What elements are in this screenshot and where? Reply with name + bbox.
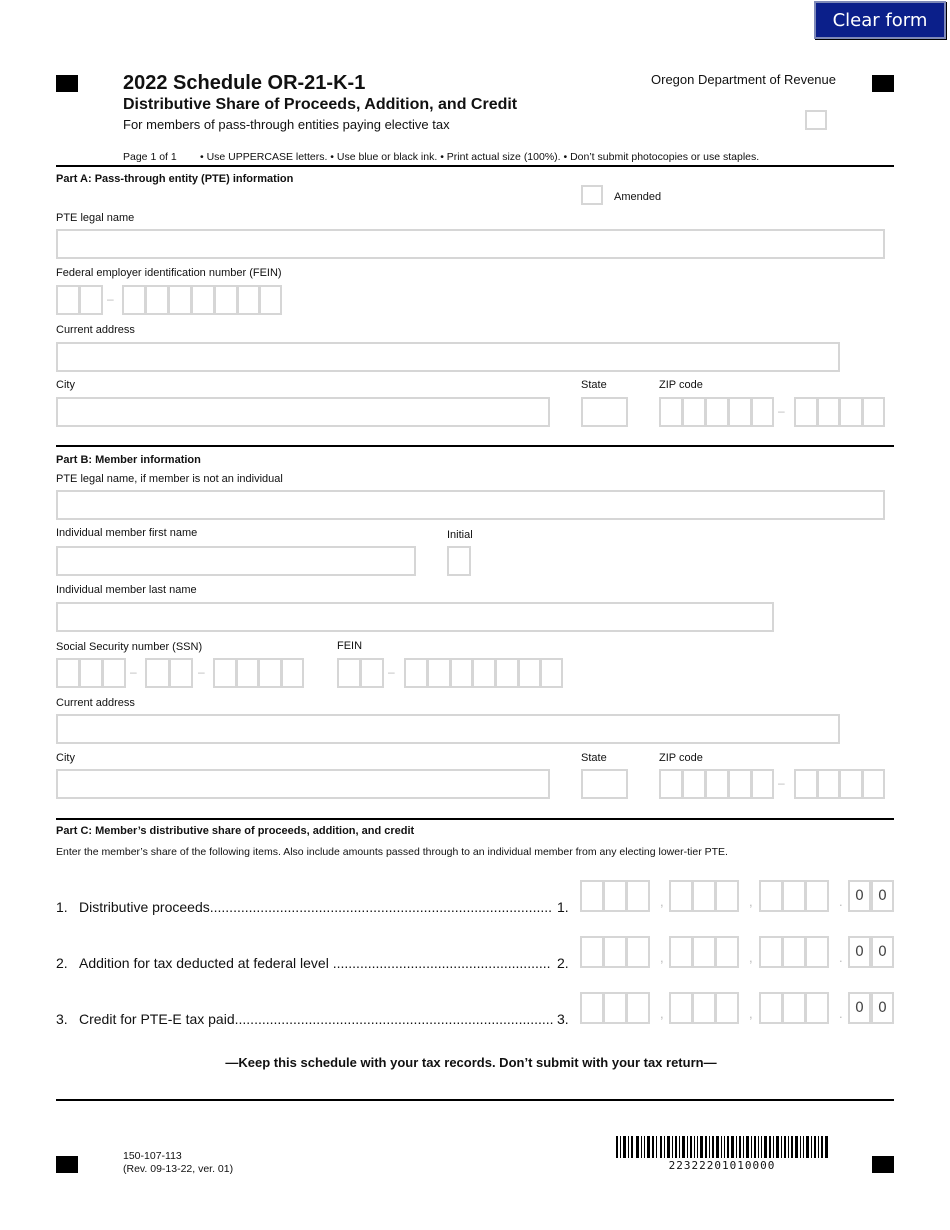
last-name-label: Individual member last name: [56, 584, 197, 596]
comma: ,: [660, 1006, 664, 1021]
form-title: 2022 Schedule OR-21-K-1: [123, 72, 366, 94]
decimal-point: .: [839, 950, 843, 965]
pte-fein-suffix-field[interactable]: [122, 285, 282, 315]
cents-digit: 0: [871, 992, 894, 1024]
member-city-label: City: [56, 752, 75, 764]
registration-mark: [872, 75, 894, 92]
line-2-label-wrap: [79, 955, 557, 971]
pte-zip-label: ZIP code: [659, 379, 703, 391]
part-c-heading: Part C: Member’s distributive share of proceeds, addition, and credit: [56, 825, 415, 837]
pte-legal-name-field[interactable]: [56, 229, 885, 259]
line-3-leader: ..................................................................................: [234, 1011, 554, 1027]
line-3-amount-group-3[interactable]: [759, 992, 829, 1024]
comma: ,: [660, 950, 664, 965]
dash: –: [778, 776, 785, 790]
line-3-label-wrap: [79, 1011, 557, 1027]
line-1-cents: [848, 880, 895, 912]
pte-state-label: State: [581, 379, 607, 391]
line-3-row: [0, 992, 950, 1026]
line-3-label: Credit for PTE-E tax paid: [79, 1011, 235, 1027]
member-fein-prefix-field[interactable]: [337, 658, 384, 688]
member-zip-label: ZIP code: [659, 752, 703, 764]
clear-form-button[interactable]: Clear form: [814, 1, 946, 39]
cents-digit: 0: [871, 936, 894, 968]
form-number: 150-107-113: [123, 1150, 182, 1162]
line-1-amount-group-3[interactable]: [759, 880, 829, 912]
last-name-field[interactable]: [56, 602, 774, 632]
ssn-label: Social Security number (SSN): [56, 641, 203, 653]
line-3-amount-group-1[interactable]: [580, 992, 650, 1024]
part-c-intro: Enter the member’s share of the following items. Also include amounts passed through to an individual member from any electing lower-tier PTE.: [56, 846, 728, 858]
line-2-label: Addition for tax deducted at federal level: [79, 955, 329, 971]
member-zip-field[interactable]: [659, 769, 774, 799]
member-fein-suffix-field[interactable]: [404, 658, 563, 688]
comma: ,: [749, 1006, 753, 1021]
page-indicator: Page 1 of 1: [123, 151, 177, 163]
cents-digit: 0: [871, 880, 894, 912]
line-2-amount-group-3[interactable]: [759, 936, 829, 968]
line-3-end-number: 3.: [557, 1011, 569, 1027]
amended-label: Amended: [614, 191, 662, 203]
member-address-label: Current address: [56, 697, 135, 709]
line-1-label-wrap: [79, 899, 557, 915]
header-checkbox[interactable]: [805, 110, 827, 130]
pte-city-label: City: [56, 379, 75, 391]
pte-fein-prefix-field[interactable]: [56, 285, 103, 315]
cents-digit: 0: [848, 992, 871, 1024]
line-1-amount-group-2[interactable]: [669, 880, 739, 912]
pte-city-field[interactable]: [56, 397, 550, 427]
line-3-amount-group-2[interactable]: [669, 992, 739, 1024]
part-b-heading: Part B: Member information: [56, 454, 201, 466]
pte-zip-field[interactable]: [659, 397, 774, 427]
member-state-field[interactable]: [581, 769, 628, 799]
dash: –: [107, 292, 114, 306]
comma: ,: [749, 894, 753, 909]
line-1-amount-group-1[interactable]: [580, 880, 650, 912]
pte-address-field[interactable]: [56, 342, 840, 372]
pte-state-field[interactable]: [581, 397, 628, 427]
line-2-row: [0, 936, 950, 970]
line-3-number: 3.: [56, 1011, 68, 1027]
pte-address-label: Current address: [56, 324, 135, 336]
member-state-label: State: [581, 752, 607, 764]
divider: [56, 445, 894, 447]
pte-fein-label: Federal employer identification number (FEIN): [56, 267, 282, 279]
dash: –: [130, 665, 137, 679]
first-name-label: Individual member first name: [56, 527, 198, 539]
registration-mark: [56, 1156, 78, 1173]
line-1-label: Distributive proceeds: [79, 899, 210, 915]
line-2-leader: ........................................................: [332, 955, 551, 971]
member-zip-plus4-field[interactable]: [794, 769, 885, 799]
dash: –: [198, 665, 205, 679]
line-2-cents: [848, 936, 895, 968]
keep-note: —Keep this schedule with your tax records. Don’t submit with your tax return—: [225, 1055, 717, 1070]
cents-digit: 0: [848, 936, 871, 968]
member-pte-name-field[interactable]: [56, 490, 885, 520]
line-3-cents: [848, 992, 895, 1024]
barcode: [616, 1136, 828, 1158]
line-2-number: 2.: [56, 955, 68, 971]
form-revision: (Rev. 09-13-22, ver. 01): [123, 1163, 234, 1175]
dash: –: [778, 404, 785, 418]
dash: –: [388, 665, 395, 679]
member-city-field[interactable]: [56, 769, 550, 799]
barcode-number: 22322201010000: [668, 1159, 776, 1172]
line-2-amount-group-1[interactable]: [580, 936, 650, 968]
initial-field[interactable]: [447, 546, 471, 576]
form-subtitle: Distributive Share of Proceeds, Addition, and Credit: [123, 96, 518, 113]
line-1-number: 1.: [56, 899, 68, 915]
comma: ,: [749, 950, 753, 965]
line-2-end-number: 2.: [557, 955, 569, 971]
divider: [56, 165, 894, 167]
registration-mark: [56, 75, 78, 92]
ssn-group-field[interactable]: [145, 658, 193, 688]
member-address-field[interactable]: [56, 714, 840, 744]
divider: [56, 1099, 894, 1101]
line-2-amount-group-2[interactable]: [669, 936, 739, 968]
part-a-heading: Part A: Pass-through entity (PTE) information: [56, 173, 294, 185]
pte-legal-name-label: PTE legal name: [56, 212, 135, 224]
instructions: • Use UPPERCASE letters. • Use blue or black ink. • Print actual size (100%). • Don’t submit photocopies or use staples.: [200, 151, 760, 163]
member-pte-name-label: PTE legal name, if member is not an individual: [56, 473, 283, 485]
agency-name: Oregon Department of Revenue: [651, 72, 836, 87]
member-fein-label: FEIN: [337, 640, 363, 652]
cents-digit: 0: [848, 880, 871, 912]
line-1-row: [0, 880, 950, 914]
comma: ,: [660, 894, 664, 909]
first-name-field[interactable]: [56, 546, 416, 576]
decimal-point: .: [839, 1006, 843, 1021]
line-1-leader: ........................................................................................: [209, 899, 553, 915]
ssn-area-field[interactable]: [56, 658, 126, 688]
initial-label: Initial: [447, 529, 473, 541]
amended-checkbox[interactable]: [581, 185, 603, 205]
pte-zip-plus4-field[interactable]: [794, 397, 885, 427]
decimal-point: .: [839, 894, 843, 909]
registration-mark: [872, 1156, 894, 1173]
divider: [56, 818, 894, 820]
ssn-serial-field[interactable]: [213, 658, 304, 688]
form-subtitle-2: For members of pass-through entities paying elective tax: [123, 117, 450, 132]
line-1-end-number: 1.: [557, 899, 569, 915]
